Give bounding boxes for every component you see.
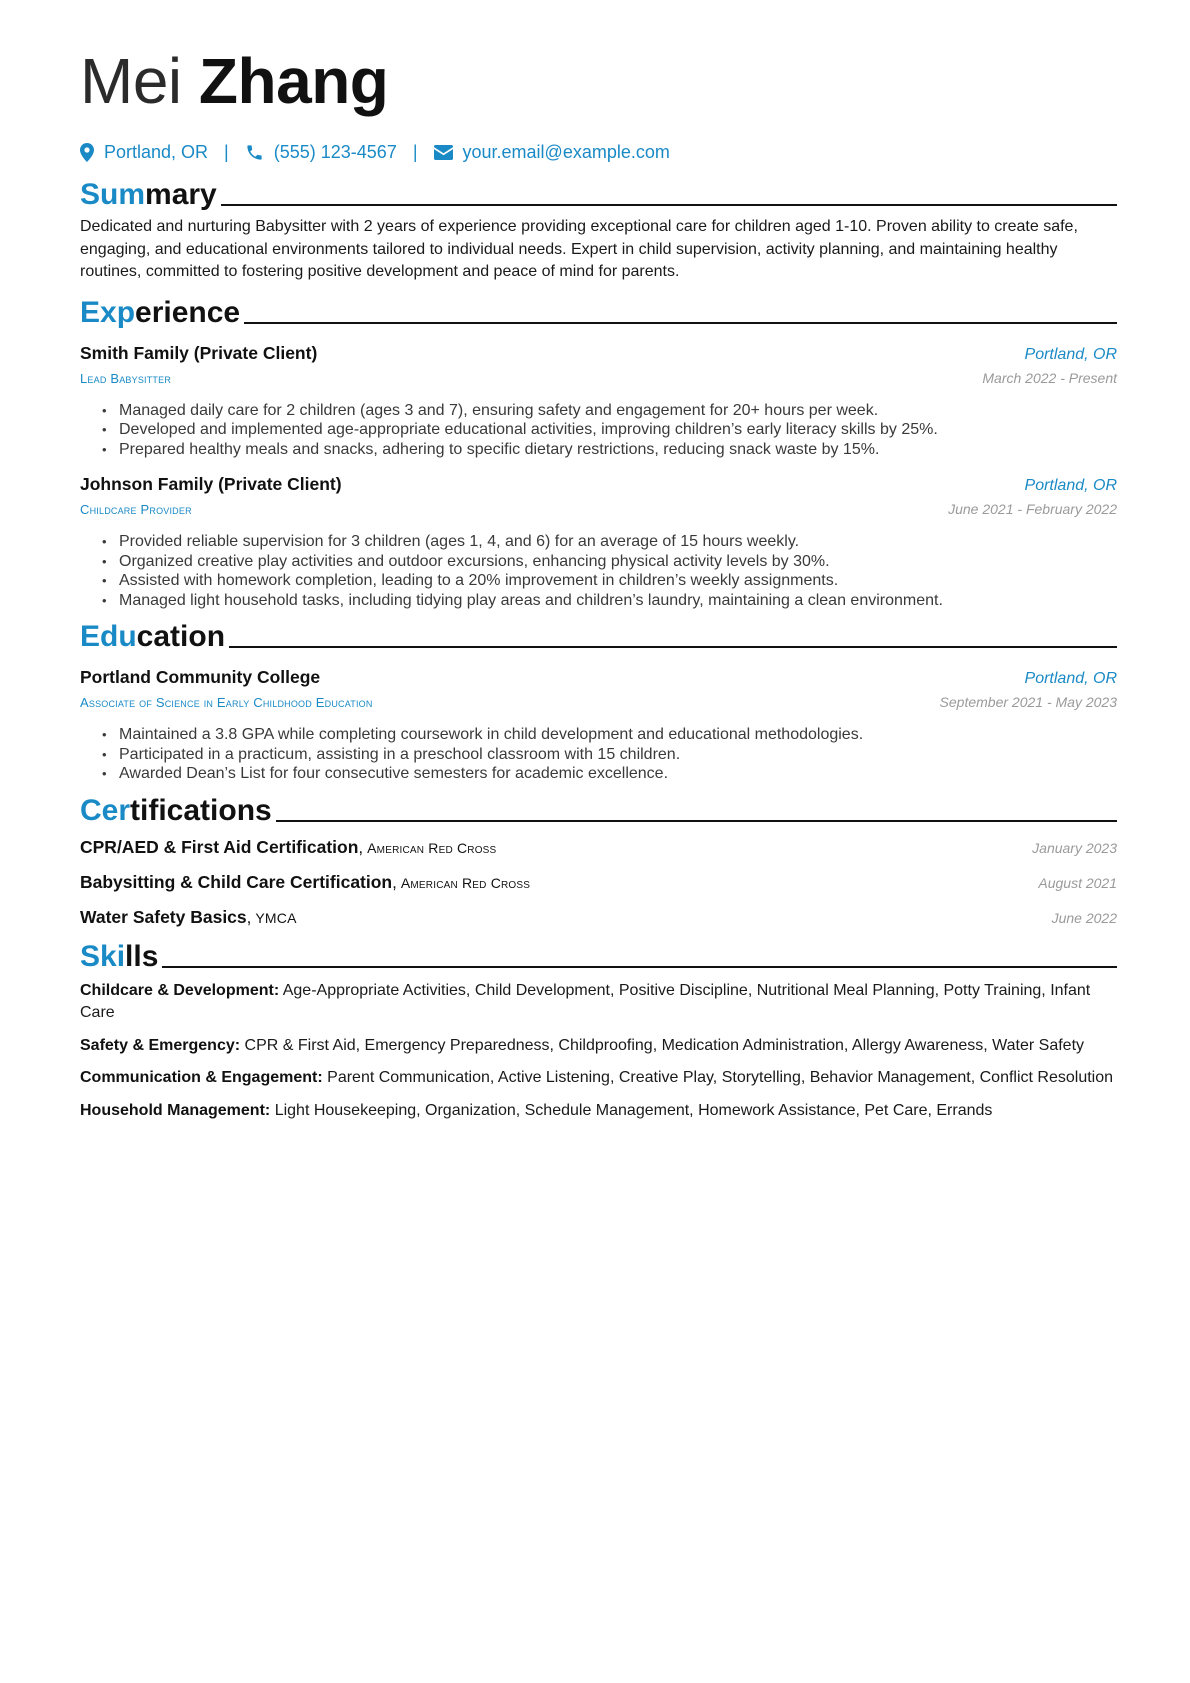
bullet-item: • Organized creative play activities and outdoor excursions, enhancing physical activity levels by 30%. (102, 552, 1117, 572)
skill-group (80, 1100, 1117, 1123)
certification-date: August 2021 (1038, 874, 1117, 891)
skills-heading-accent: Ski (80, 939, 126, 973)
bullet-item: • Managed daily care for 2 children (ages 3 and 7), ensuring safety and engagement for 20+ hours per week. (102, 401, 1117, 421)
job-role: Childcare Provider (80, 502, 192, 517)
summary-heading (80, 176, 1117, 212)
job-role: Lead Babysitter (80, 370, 172, 386)
skill-group (80, 1067, 1117, 1090)
certifications-heading (80, 792, 1117, 828)
experience-heading (80, 294, 1117, 330)
job-entry (80, 340, 1117, 460)
first-name: Mei (80, 45, 182, 117)
skills-heading (80, 938, 1117, 974)
bullet-item: • Maintained a 3.8 GPA while completing coursework in child development and educational methodologies. (102, 725, 1117, 745)
bullet-item: • Participated in a practicum, assisting in a preschool classroom with 15 children. (102, 745, 1117, 765)
contact-phone[interactable] (245, 142, 397, 163)
certification-name: CPR/AED & First Aid Certification (80, 836, 359, 857)
job-employer: Johnson Family (Private Client) (80, 474, 342, 494)
phone-icon (245, 143, 264, 162)
certification-item: Water Safety Basics, YMCA June 2022 (80, 906, 1117, 927)
experience-heading-rest: erience (135, 295, 241, 329)
section-rule (229, 646, 1117, 648)
certification-issuer: American Red Cross (367, 839, 497, 856)
certification-issuer: YMCA (255, 909, 297, 926)
contact-separator: | (224, 141, 229, 162)
summary-heading-rest: mary (145, 178, 217, 211)
contact-location (80, 142, 208, 163)
skill-group-label: Safety & Emergency: (80, 1036, 241, 1054)
section-rule (221, 204, 1117, 206)
job-dates: June 2021 - February 2022 (948, 501, 1117, 517)
degree-name: Associate of Science in Early Childhood Education (80, 695, 373, 710)
bullet-item: • Developed and implemented age-appropriate educational activities, improving children’s early literacy skills by 25%. (102, 420, 1117, 440)
bullet-item: • Managed light household tasks, including tidying play areas and children’s laundry, maintaining a clean environment. (102, 591, 1117, 611)
skill-group-label: Communication & Engagement: (80, 1069, 323, 1086)
certification-date: June 2022 (1051, 909, 1117, 926)
school-location: Portland, OR (1024, 670, 1117, 687)
envelope-icon (434, 145, 453, 160)
certification-issuer: American Red Cross (400, 874, 531, 891)
job-entry (80, 471, 1117, 610)
location-text: Portland, OR (104, 141, 209, 162)
skills-heading-rest: lls (125, 939, 159, 973)
education-heading-accent: Edu (80, 620, 137, 653)
job-bullets (80, 532, 1117, 610)
section-rule (162, 966, 1117, 968)
contact-separator: | (412, 141, 418, 162)
summary-heading-accent: Sum (80, 178, 146, 211)
education-heading-rest: cation (136, 620, 226, 653)
certifications-heading-accent: Cer (80, 793, 131, 827)
phone-text: (555) 123-4567 (273, 141, 397, 162)
summary-text: Dedicated and nurturing Babysitter with 2 years of experience providing exceptional care for children aged 1-10. Proven ability to create safe, engaging, and educational environments tailored to individual needs. Expert in child supervision, activity planning, and maintaining healthy routines, committed to fostering positive development and peace of mind for parents. (80, 218, 1078, 280)
job-dates: March 2022 - Present (982, 369, 1117, 386)
education-bullets (80, 725, 1117, 784)
map-marker-icon (80, 143, 94, 162)
job-location: Portland, OR (1024, 477, 1117, 494)
certification-date: January 2023 (1032, 839, 1117, 856)
job-location: Portland, OR (1024, 345, 1117, 363)
certifications-heading-rest: tifications (130, 793, 272, 827)
job-bullets (80, 401, 1117, 460)
section-rule (244, 322, 1117, 324)
certification-item: CPR/AED & First Aid Certification, American Red Cross January 2023 (80, 836, 1117, 857)
skill-group-label: Household Management: (80, 1101, 271, 1119)
skill-group-value: Age-Appropriate Activities, Child Development, Positive Discipline, Nutritional Meal Planning, Potty Training, Infant Care (80, 981, 1091, 1021)
skill-group (80, 980, 1117, 1025)
skill-group-value: Parent Communication, Active Listening, Creative Play, Storytelling, Behavior Management, Conflict Resolution (327, 1069, 1114, 1086)
experience-heading-accent: Exp (80, 295, 136, 329)
certification-item: Babysitting & Child Care Certification, American Red Cross August 2021 (80, 871, 1117, 892)
certification-name: Babysitting & Child Care Certification (80, 871, 393, 892)
skill-group-value: CPR & First Aid, Emergency Preparedness, Childproofing, Medication Administration, Allergy Awareness, Water Safety (244, 1036, 1085, 1054)
bullet-item: • Provided reliable supervision for 3 children (ages 1, 4, and 6) for an average of 15 hours weekly. (102, 532, 1117, 552)
bullet-item: • Assisted with homework completion, leading to a 20% improvement in children’s weekly assignments. (102, 571, 1117, 591)
education-entry (80, 664, 1117, 784)
section-rule (276, 820, 1117, 822)
skill-group-value: Light Housekeeping, Organization, Schedule Management, Homework Assistance, Pet Care, Errands (274, 1101, 993, 1119)
education-dates: September 2021 - May 2023 (939, 694, 1117, 710)
job-employer: Smith Family (Private Client) (80, 342, 318, 363)
candidate-name (80, 44, 1117, 118)
skill-group (80, 1035, 1117, 1058)
education-heading (80, 618, 1117, 654)
certification-name: Water Safety Basics (80, 906, 247, 927)
bullet-item: • Prepared healthy meals and snacks, adhering to specific dietary restrictions, reducing snack waste by 15%. (102, 440, 1117, 460)
contact-email[interactable] (434, 142, 670, 163)
last-name: Zhang (198, 45, 389, 117)
school-name: Portland Community College (80, 667, 321, 687)
email-link: your.email@example.com (462, 141, 670, 162)
skill-group-label: Childcare & Development: (80, 981, 280, 999)
contact-bar (80, 138, 1117, 166)
bullet-item: • Awarded Dean’s List for four consecutive semesters for academic excellence. (102, 764, 1117, 784)
